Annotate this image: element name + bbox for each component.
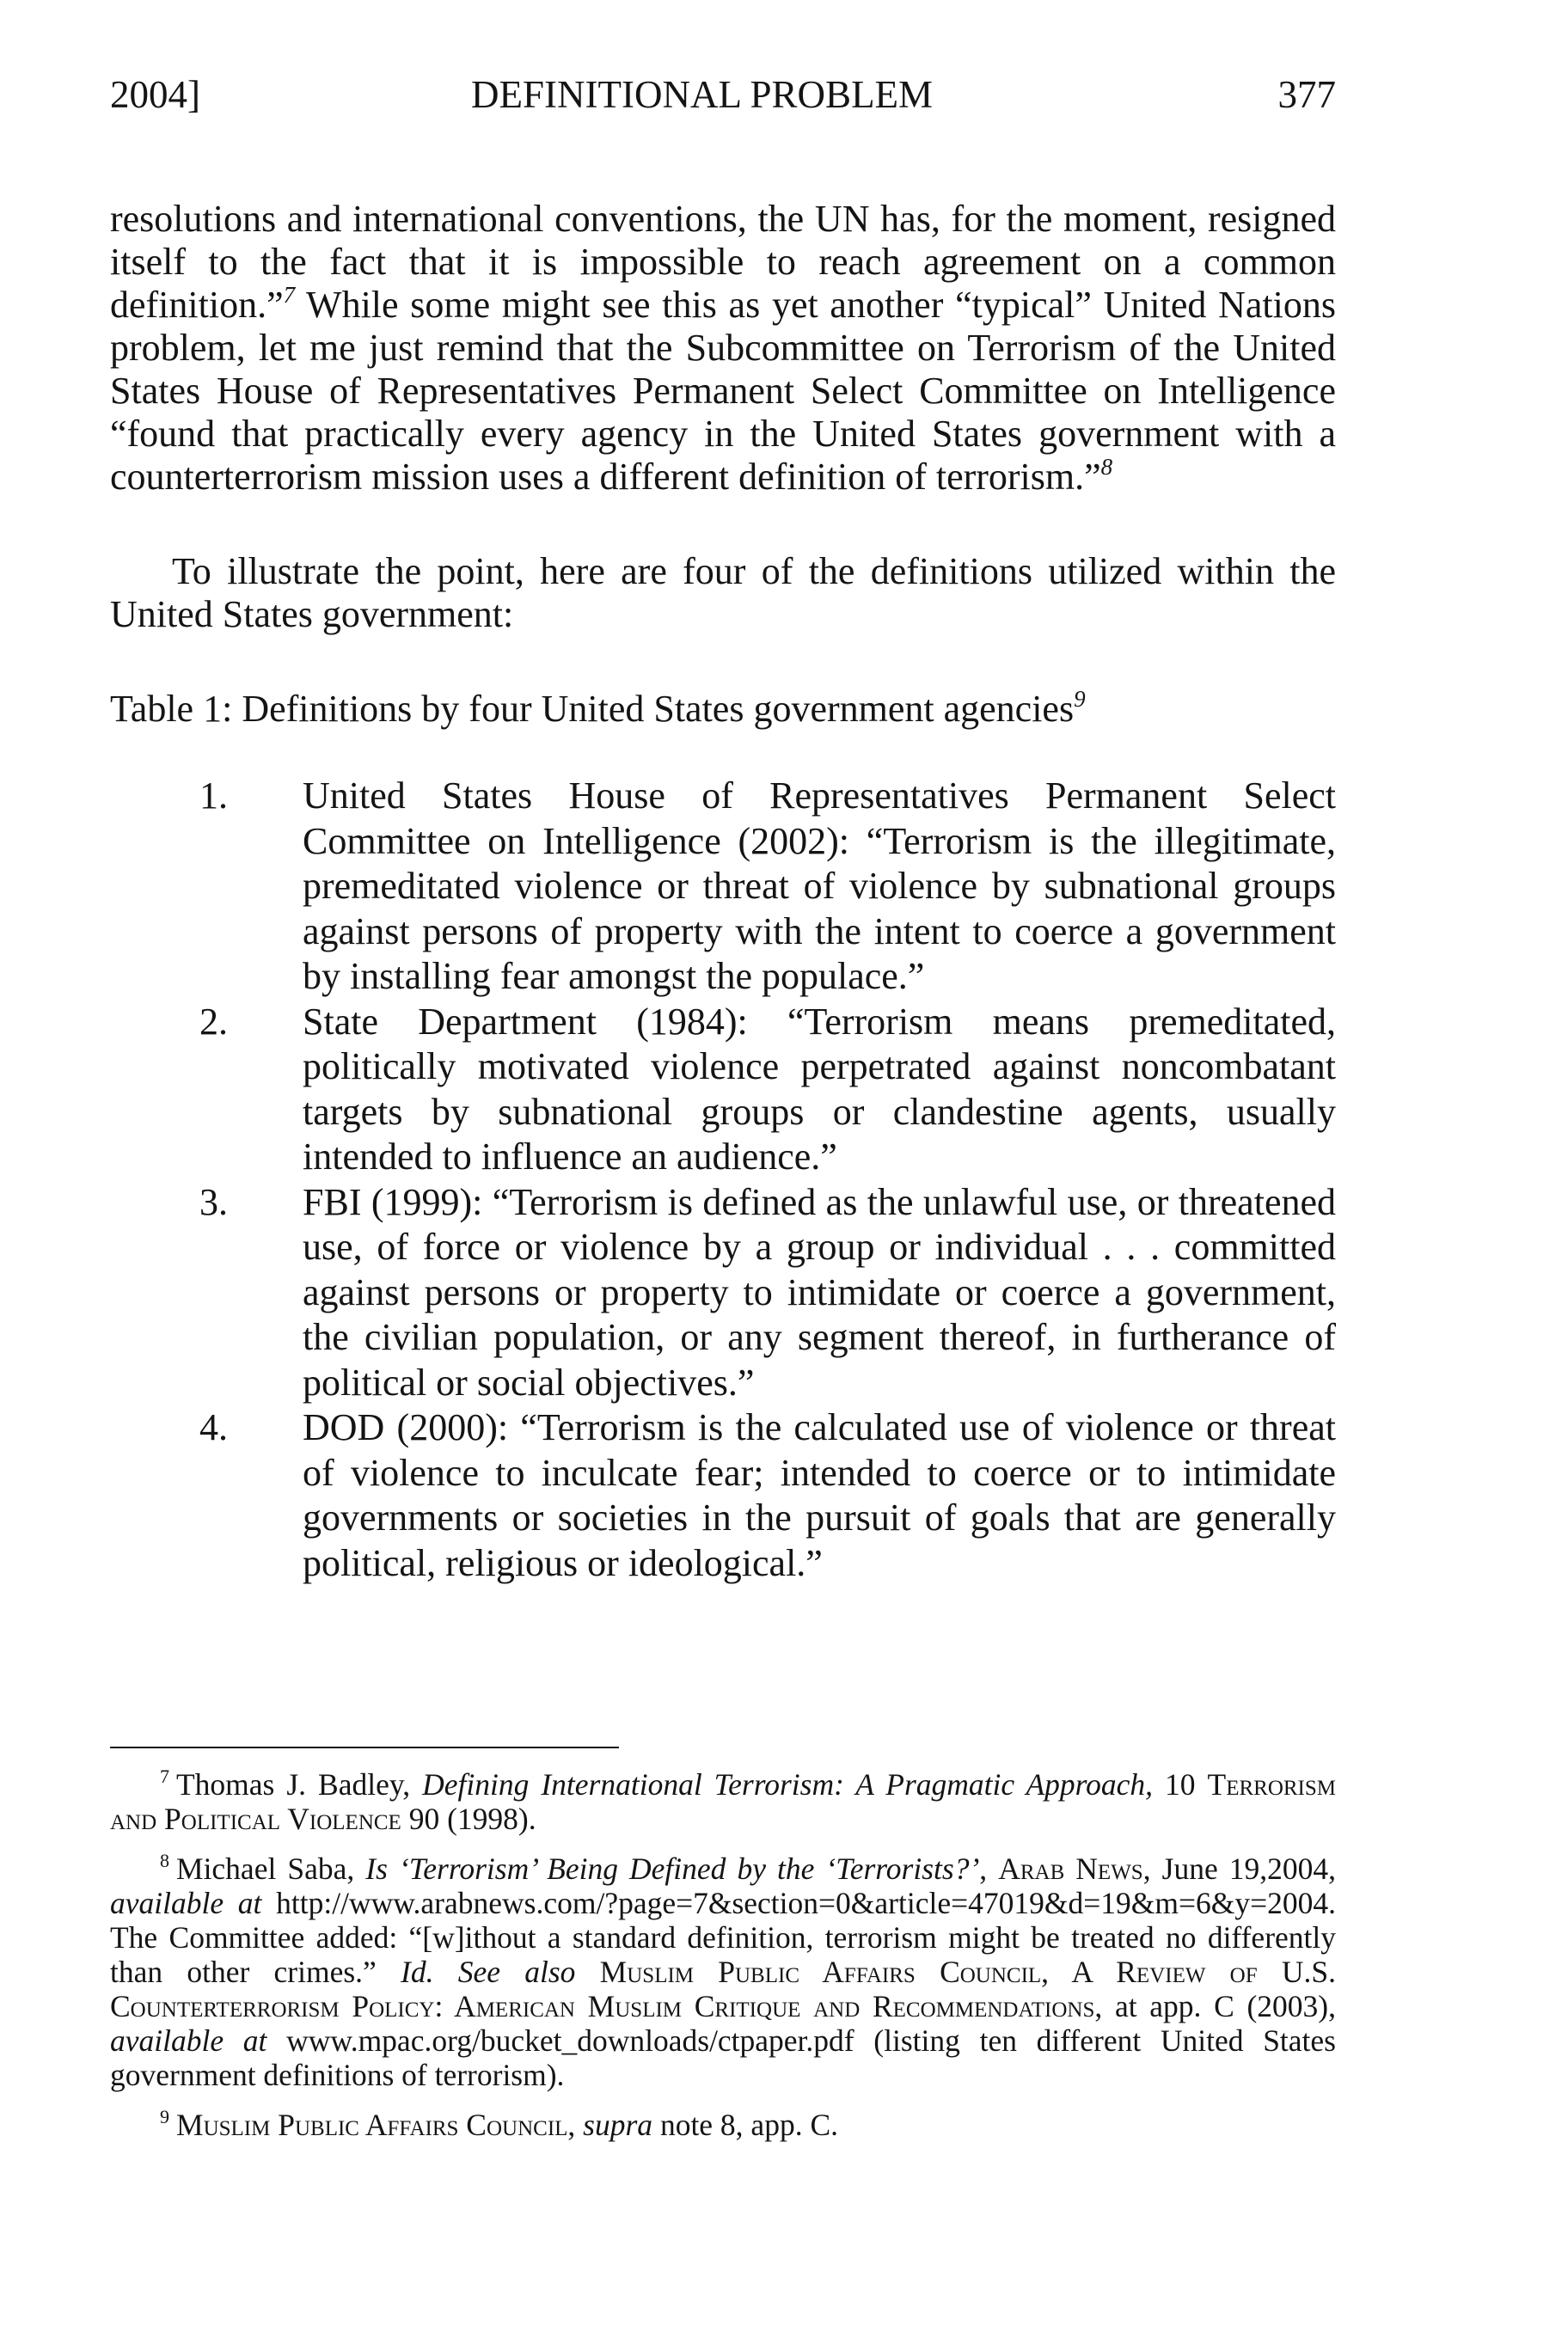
- footnote-8: [110, 1851, 1336, 2092]
- footnote-7: [110, 1767, 1336, 1836]
- footnote-8-date: , June 19,2004,: [1142, 1851, 1336, 1886]
- footnotes: [110, 1767, 1336, 2157]
- footnote-8-app: at app. C (2003),: [1102, 1989, 1337, 2023]
- definition-number: 4.: [199, 1406, 228, 1448]
- footnote-9: [110, 2108, 1336, 2142]
- footnote-7-volume: 10: [1153, 1767, 1208, 1802]
- definition-text: DOD (2000): “Terrorism is the calculated use of violence or threat of violence to inculcate fear; intended to coerce or to intimidate governments or societies in the pursuit of goals that are generally political, religious or ideological.”: [303, 1406, 1336, 1584]
- definition-number: 2.: [199, 1000, 228, 1043]
- footnote-8-url[interactable]: http://www.arabnews.com/?page=7&section=0&article=47019&d=19&m=6&y=2004.: [261, 1886, 1336, 1920]
- footnote-divider: [110, 1747, 619, 1748]
- table-caption-text: Table 1: Definitions by four United States government agencies: [110, 688, 1075, 730]
- footnote-9-supra: supra: [583, 2108, 653, 2142]
- footnote-8-tail: (listing ten different United States government definitions of terrorism).: [110, 2023, 1336, 2092]
- definition-text: United States House of Representatives Permanent Select Committee on Intelligence (2002): “Terrorism is the illegitimate, premeditated violence or threat of violence by subnational groups against persons of property with the intent to coerce a government by installing fear amongst the populace.”: [303, 774, 1336, 997]
- definition-text: FBI (1999): “Terrorism is defined as the unlawful use, or threatened use, of force or violence by a group or individual . . . committed against persons or property to intimidate or coerce a government, the civilian population, or any segment thereof, in furtherance of political or social objectives.”: [303, 1180, 1336, 1404]
- definition-number: 3.: [199, 1180, 228, 1223]
- footnote-8-space: [434, 1955, 458, 1989]
- paragraph-1-text-a: resolutions and international conventions, the UN has, for the moment, resigned itself to the fact that it is impossible to reach agreement on a common definition.”: [110, 198, 1336, 326]
- footnote-8-journal: Arab News: [998, 1851, 1143, 1886]
- footnote-mark: 7: [160, 1766, 169, 1787]
- footnote-7-author: Thomas J. Badley,: [176, 1767, 423, 1802]
- paragraph-2: To illustrate the point, here are four of the definitions utilized within the United States government:: [110, 550, 1336, 635]
- header-year: 2004]: [110, 73, 200, 116]
- footnote-8-title: Is ‘Terrorism’ Being Defined by the ‘Terrorists?’: [365, 1851, 980, 1886]
- footnote-ref-8[interactable]: 8: [1100, 454, 1113, 480]
- footnote-8-comma: ,: [979, 1851, 999, 1886]
- footnote-7-title: Defining International Terrorism: A Pragmatic Approach,: [422, 1767, 1154, 1802]
- paragraph-1-text-b: While some might see this as yet another “typical” United Nations problem, let me just remind that the Subcommittee on Terrorism of the United States House of Representatives Permanent Select Committee on Intelligence “found that practically every agency in the United States government with a counterterrorism mission uses a different definition of terrorism.”: [110, 284, 1336, 498]
- footnote-7-pages: 90 (1998).: [401, 1802, 536, 1836]
- definition-number: 1.: [199, 774, 228, 817]
- paragraph-1: [110, 198, 1336, 499]
- footnote-ref-7[interactable]: 7: [283, 282, 296, 308]
- definition-item: [199, 1180, 1336, 1406]
- footnote-8-id: Id.: [401, 1955, 434, 1989]
- footnote-9-tail: note 8, app. C.: [652, 2108, 838, 2142]
- footnote-8-available-2: available at: [110, 2023, 267, 2058]
- table-caption: [110, 688, 1336, 731]
- definition-item: [199, 1000, 1336, 1180]
- footnote-8-author: Michael Saba,: [176, 1851, 366, 1886]
- header-title: DEFINITIONAL PROBLEM: [471, 73, 934, 116]
- footnote-mark: 8: [160, 1850, 169, 1871]
- definitions-list: [199, 774, 1336, 1586]
- page-number: 377: [1277, 73, 1336, 116]
- footnote-8-org: Muslim Public Affairs Council, A Review of U.S. Counterterrorism Policy: American Muslim Critique and Recommendations,: [110, 1955, 1337, 2023]
- footnote-mark: 9: [160, 2106, 169, 2127]
- definition-text: State Department (1984): “Terrorism means premeditated, politically motivated violence perpetrated against noncombatant targets by subnational groups or clandestine agents, usually intended to influence an audience.”: [303, 1000, 1336, 1178]
- footnote-8-url-2[interactable]: www.mpac.org/bucket_downloads/ctpaper.pdf: [266, 2023, 854, 2058]
- running-header: [110, 67, 1336, 122]
- footnote-ref-9[interactable]: 9: [1074, 686, 1086, 712]
- footnote-8-available: available at: [110, 1886, 262, 1920]
- definition-item: [199, 774, 1336, 1000]
- footnote-8-see-also: See also: [457, 1955, 576, 1989]
- footnote-9-org: Muslim Public Affairs Council,: [176, 2108, 584, 2142]
- footnote-8-quote: The Committee added: “[w]ithout a standard definition, terrorism might be treated no differently than other crimes.”: [110, 1920, 1336, 1989]
- definition-item: [199, 1405, 1336, 1586]
- footnote-7-journal: Terrorism and Political Violence: [110, 1767, 1337, 1836]
